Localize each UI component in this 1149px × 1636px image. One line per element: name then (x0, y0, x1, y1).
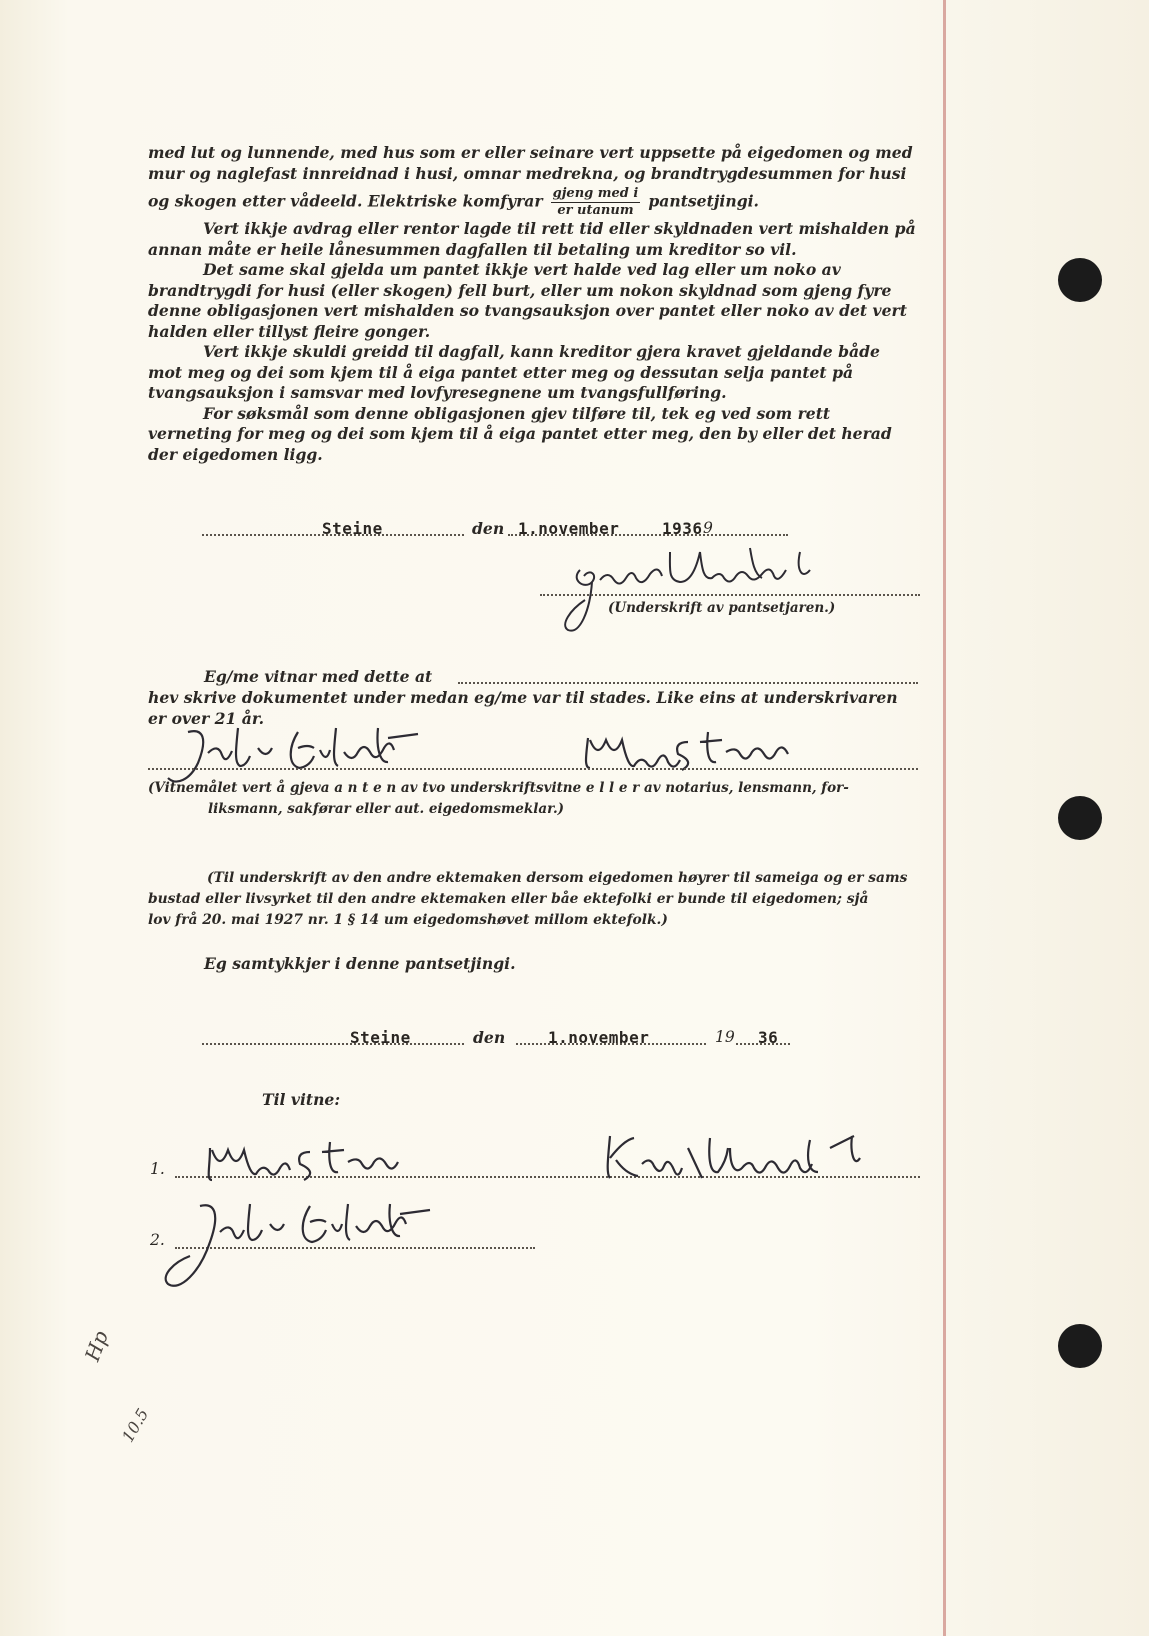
margin-note: Hp (80, 1327, 113, 1365)
signature-caption: (Underskrift av pantsetjaren.) (608, 600, 836, 616)
den-label: den (473, 1028, 506, 1047)
spouse-note-line-2: bustad eller livsyrket til den andre ektemaken eller båe ektefolki er bunde til eigedomen; sjå (148, 891, 869, 907)
signature-line (540, 594, 920, 596)
year-suffix: 9 (703, 519, 713, 537)
witness-line-1: Eg/me vitnar med dette at (204, 667, 433, 686)
til-vitne-signature-row-2 (150, 1192, 550, 1302)
punch-hole-icon (1058, 1324, 1102, 1368)
dotted-line (458, 682, 918, 684)
til-vitne-label: Til vitne: (262, 1090, 341, 1109)
paragraph-line: mur og naglefast innreidnad i husi, omnar medrekna, og brandtrygdesummen for husi (148, 163, 907, 183)
punch-hole-icon (1058, 258, 1102, 302)
year-typed: 36 (758, 1028, 779, 1047)
witness-note-line-2: liksmann, sakførar eller aut. eigedomsmeklar.) (208, 801, 565, 817)
mortgage-terms-text (148, 143, 918, 465)
paragraph-line: med lut og lunnende, med hus som er eller seinare vert uppsette på eigedomen og med (148, 143, 913, 162)
place-typed: Steine (350, 1028, 411, 1047)
dotted-line (202, 1043, 464, 1045)
red-margin-line (943, 0, 946, 1636)
spouse-note-line-1: (Til underskrift av den andre ektemaken dersom eigedomen høyrer til sameiga og er sams (207, 870, 908, 886)
margin-note: 10.5 (118, 1405, 153, 1446)
year-prefix: 19 (715, 1028, 735, 1046)
til-vitne-signatures-row-1 (190, 1128, 930, 1188)
consent-statement: Eg samtykkjer i denne pantsetjingi. (204, 954, 516, 973)
paragraph-insurance: Det same skal gjelda um pantet ikkje vert halde ved lag eller um noko av brandtrygdi for husi (eller skogen) fell burt, eller um nokon skyldnad som gjeng fyre denne obligasjonen vert mishalden so tvangsauksjon over pantet eller noko av det vert halden eller tillyst fleire gonger. (148, 260, 907, 341)
witness-line-2: hev skrive dokumentet under medan eg/me var til stades. Like eins at underskrivaren (148, 688, 898, 707)
punch-hole-icon (1058, 796, 1102, 840)
spouse-note-line-3: lov frå 20. mai 1927 nr. 1 § 14 um eigedomshøvet millom ektefolk.) (148, 912, 668, 928)
den-label: den (472, 519, 505, 538)
paragraph-segment: og skogen etter vådeeld. Elektriske komfyrar (148, 191, 543, 211)
witness-note-line-1: (Vitnemålet vert å gjeva a n t e n av tvo underskriftsvitne e l l e r av notarius, lensmann, for- (148, 780, 849, 796)
date-typed: 1.november (518, 519, 620, 538)
paragraph-default: Vert ikkje avdrag eller rentor lagde til rett tid eller skyldnaden vert mishalden på annan måte er heile lånesummen dagfallen til betaling um kreditor so vil. (148, 219, 916, 259)
fraction-top: gjeng med i (552, 186, 639, 201)
witness-line-3: er over 21 år. (148, 709, 265, 728)
paragraph-enforcement: Vert ikkje skuldi greidd til dagfall, kann kreditor gjera kravet gjeldande både mot meg og dei som kjem til å eiga pantet etter meg og dessutan selja pantet på tvangsauksjon i samsvar med lovfyresegnene um tvangsfullføring. (148, 342, 880, 402)
signature-johan-unneland (540, 540, 920, 640)
witness-number-1: 1. (150, 1160, 165, 1178)
fraction-choice (551, 186, 641, 219)
witness-number-2: 2. (150, 1231, 165, 1249)
paragraph-line (148, 186, 918, 219)
fraction-bottom: er utanum (557, 203, 634, 218)
signature-line (148, 768, 918, 770)
date-typed: 1.november (548, 1028, 650, 1047)
paragraph-segment: pantsetjingi. (648, 191, 759, 211)
place-typed: Steine (322, 519, 383, 538)
year-typed: 1936 (662, 519, 703, 538)
paragraph-venue: For søksmål som denne obligasjonen gjev tilføre til, tek eg ved som rett verneting for meg og dei som kjem til å eiga pantet etter meg, den by eller det herad der eigedomen ligg. (148, 403, 892, 464)
